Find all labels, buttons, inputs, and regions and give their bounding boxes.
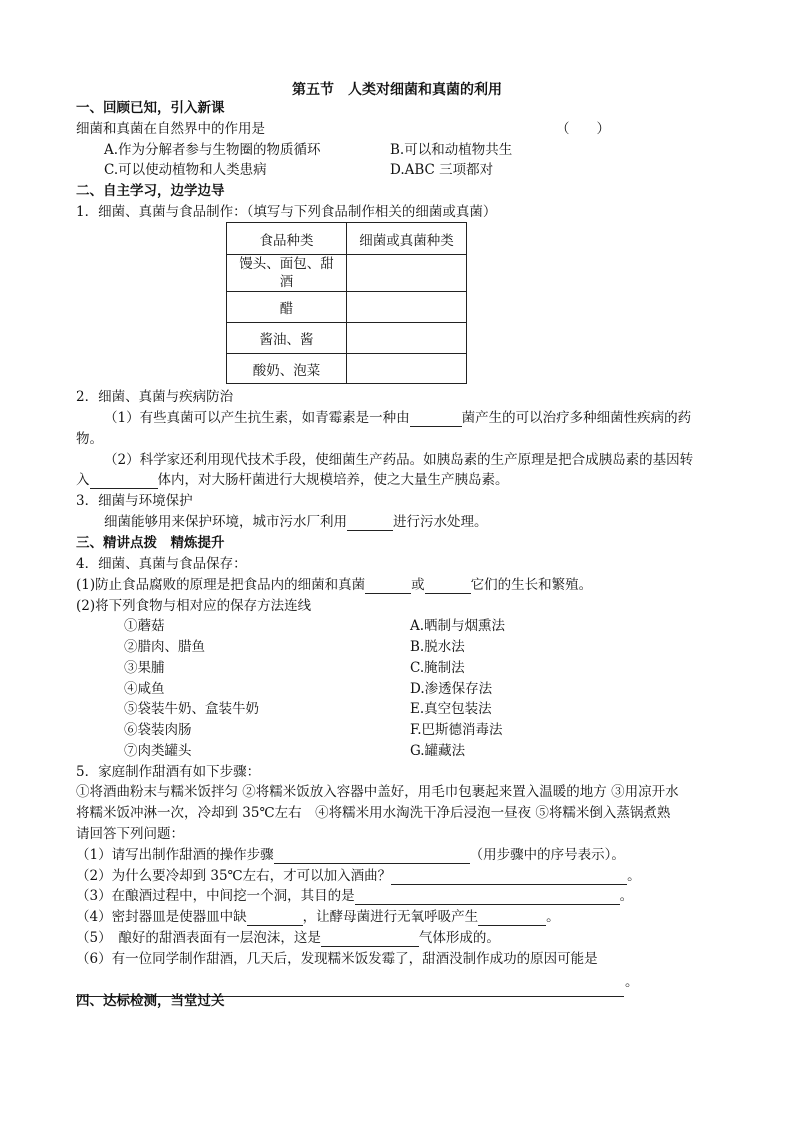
- section3-heading: 三、精讲点拨 精炼提升: [76, 535, 225, 551]
- question-3: 3．细菌与环境保护: [76, 493, 193, 509]
- question-1: 1．细菌、真菌与食品制作：（填写与下列食品制作相关的细菌或真菌）: [76, 204, 497, 220]
- answer-blank[interactable]: [90, 474, 158, 489]
- food-item[interactable]: ③果脯: [124, 660, 165, 676]
- table-answer-cell[interactable]: [347, 255, 467, 292]
- answer-parentheses: （ ）: [556, 121, 610, 137]
- method-item[interactable]: D.渗透保存法: [410, 681, 493, 697]
- sub-question-6-end: 。: [625, 974, 639, 990]
- method-item[interactable]: A.晒制与烟熏法: [410, 618, 506, 634]
- answer-blank[interactable]: [274, 849, 470, 864]
- sub-question-3: （3）在酿酒过程中，中间挖一个洞，其目的是 。: [76, 888, 634, 904]
- option-a: A.作为分解者参与生物圈的物质循环: [104, 142, 321, 158]
- answer-blank[interactable]: [391, 870, 627, 885]
- table-cell-food: 馒头、面包、甜 酒: [227, 255, 347, 292]
- question-5: 5．家庭制作甜酒有如下步骤：: [76, 764, 261, 780]
- sub-question-2: （2）为什么要冷却到 35℃左右，才可以加入酒曲？ 。: [76, 868, 641, 884]
- food-item[interactable]: ①蘑菇: [124, 618, 165, 634]
- table-cell-food: 醋: [227, 292, 347, 323]
- food-item[interactable]: ⑦肉类罐头: [124, 743, 192, 759]
- answer-blank[interactable]: [478, 911, 546, 926]
- section4-heading: 四、达标检测，当堂过关: [76, 993, 225, 1009]
- method-item[interactable]: G.罐藏法: [410, 743, 466, 759]
- table-header-microbe: 细菌或真菌种类: [347, 223, 467, 255]
- question-2a: （1）有些真菌可以产生抗生素，如青霉素是一种由 菌产生的可以治疗多种细菌性疾病的药: [104, 410, 692, 426]
- food-item[interactable]: ⑤袋装牛奶、盒装牛奶: [124, 701, 259, 717]
- answer-blank[interactable]: [425, 579, 471, 594]
- question-2: 2．细菌、真菌与疾病防治: [76, 389, 234, 405]
- question-2b: （2）科学家还利用现代技术手段，使细菌生产药品。如胰岛素的生产原理是把合成胰岛素的基因转: [104, 452, 694, 468]
- question-5-ask: 请回答下列问题：: [76, 826, 184, 842]
- question-2b-cont: 入 体内，对大肠杆菌进行大规模培养，使之大量生产胰岛素。: [76, 472, 509, 488]
- method-item[interactable]: C.腌制法: [410, 660, 465, 676]
- question-2a-cont: 物。: [76, 431, 103, 447]
- option-d: D.ABC 三项都对: [390, 162, 494, 178]
- answer-blank[interactable]: [247, 911, 303, 926]
- section1-question: 细菌和真菌在自然界中的作用是: [76, 121, 265, 137]
- page-title: 第五节 人类对细菌和真菌的利用: [292, 82, 502, 98]
- option-b: B.可以和动植物共生: [390, 142, 513, 158]
- question-4: 4．细菌、真菌与食品保存：: [76, 556, 247, 572]
- answer-blank[interactable]: [321, 932, 419, 947]
- sub-question-1: （1）请写出制作甜酒的操作步骤 （用步骤中的序号表示）。: [76, 847, 625, 863]
- steps-line-2: 将糯米饭冲淋一次，冷却到 35℃左右 ④将糯米用水淘洗干净后浸泡一昼夜 ⑤将糯米倒入蒸锅煮熟: [76, 805, 671, 821]
- method-item[interactable]: B.脱水法: [410, 639, 465, 655]
- method-item[interactable]: F.巴斯德消毒法: [410, 722, 503, 738]
- answer-blank[interactable]: [355, 890, 620, 905]
- answer-blank[interactable]: [347, 516, 393, 531]
- question-3-text: 细菌能够用来保护环境，城市污水厂利用 进行污水处理。: [104, 514, 488, 530]
- table-answer-cell[interactable]: [347, 323, 467, 354]
- table-cell-food: 酱油、酱: [227, 323, 347, 354]
- table-header-food: 食品种类: [227, 223, 347, 255]
- steps-line-1: ①将酒曲粉末与糯米饭拌匀 ②将糯米饭放入容器中盖好，用毛巾包裹起来置入温暖的地方 ③用凉开水: [76, 784, 679, 800]
- food-item[interactable]: ②腊肉、腊鱼: [124, 639, 205, 655]
- food-microbe-table: [226, 222, 467, 384]
- food-item[interactable]: ④咸鱼: [124, 681, 165, 697]
- option-c: C.可以使动植物和人类患病: [104, 162, 267, 178]
- sub-question-5: （5） 酿好的甜酒表面有一层泡沫，这是 气体形成的。: [76, 930, 500, 946]
- table-answer-cell[interactable]: [347, 354, 467, 384]
- answer-blank[interactable]: [410, 412, 462, 427]
- method-item[interactable]: E.真空包装法: [410, 701, 492, 717]
- food-item[interactable]: ⑥袋装肉肠: [124, 722, 192, 738]
- question-4b: (2)将下列食物与相对应的保存方法连线: [76, 598, 312, 614]
- section2-heading: 二、自主学习，边学边导: [76, 183, 225, 199]
- section1-heading: 一、回顾已知，引入新课: [76, 100, 225, 116]
- table-answer-cell[interactable]: [347, 292, 467, 323]
- sub-question-4: （4）密封器皿是使器皿中缺 ，让酵母菌进行无氧呼吸产生 。: [76, 909, 560, 925]
- question-4a: (1)防止食品腐败的原理是把食品内的细菌和真菌 或 它们的生长和繁殖。: [76, 577, 593, 593]
- sub-question-6: （6）有一位同学制作甜酒，几天后，发现糯米饭发霉了，甜酒没制作成功的原因可能是: [76, 951, 598, 967]
- answer-blank[interactable]: [365, 579, 411, 594]
- table-cell-food: 酸奶、泡菜: [227, 354, 347, 384]
